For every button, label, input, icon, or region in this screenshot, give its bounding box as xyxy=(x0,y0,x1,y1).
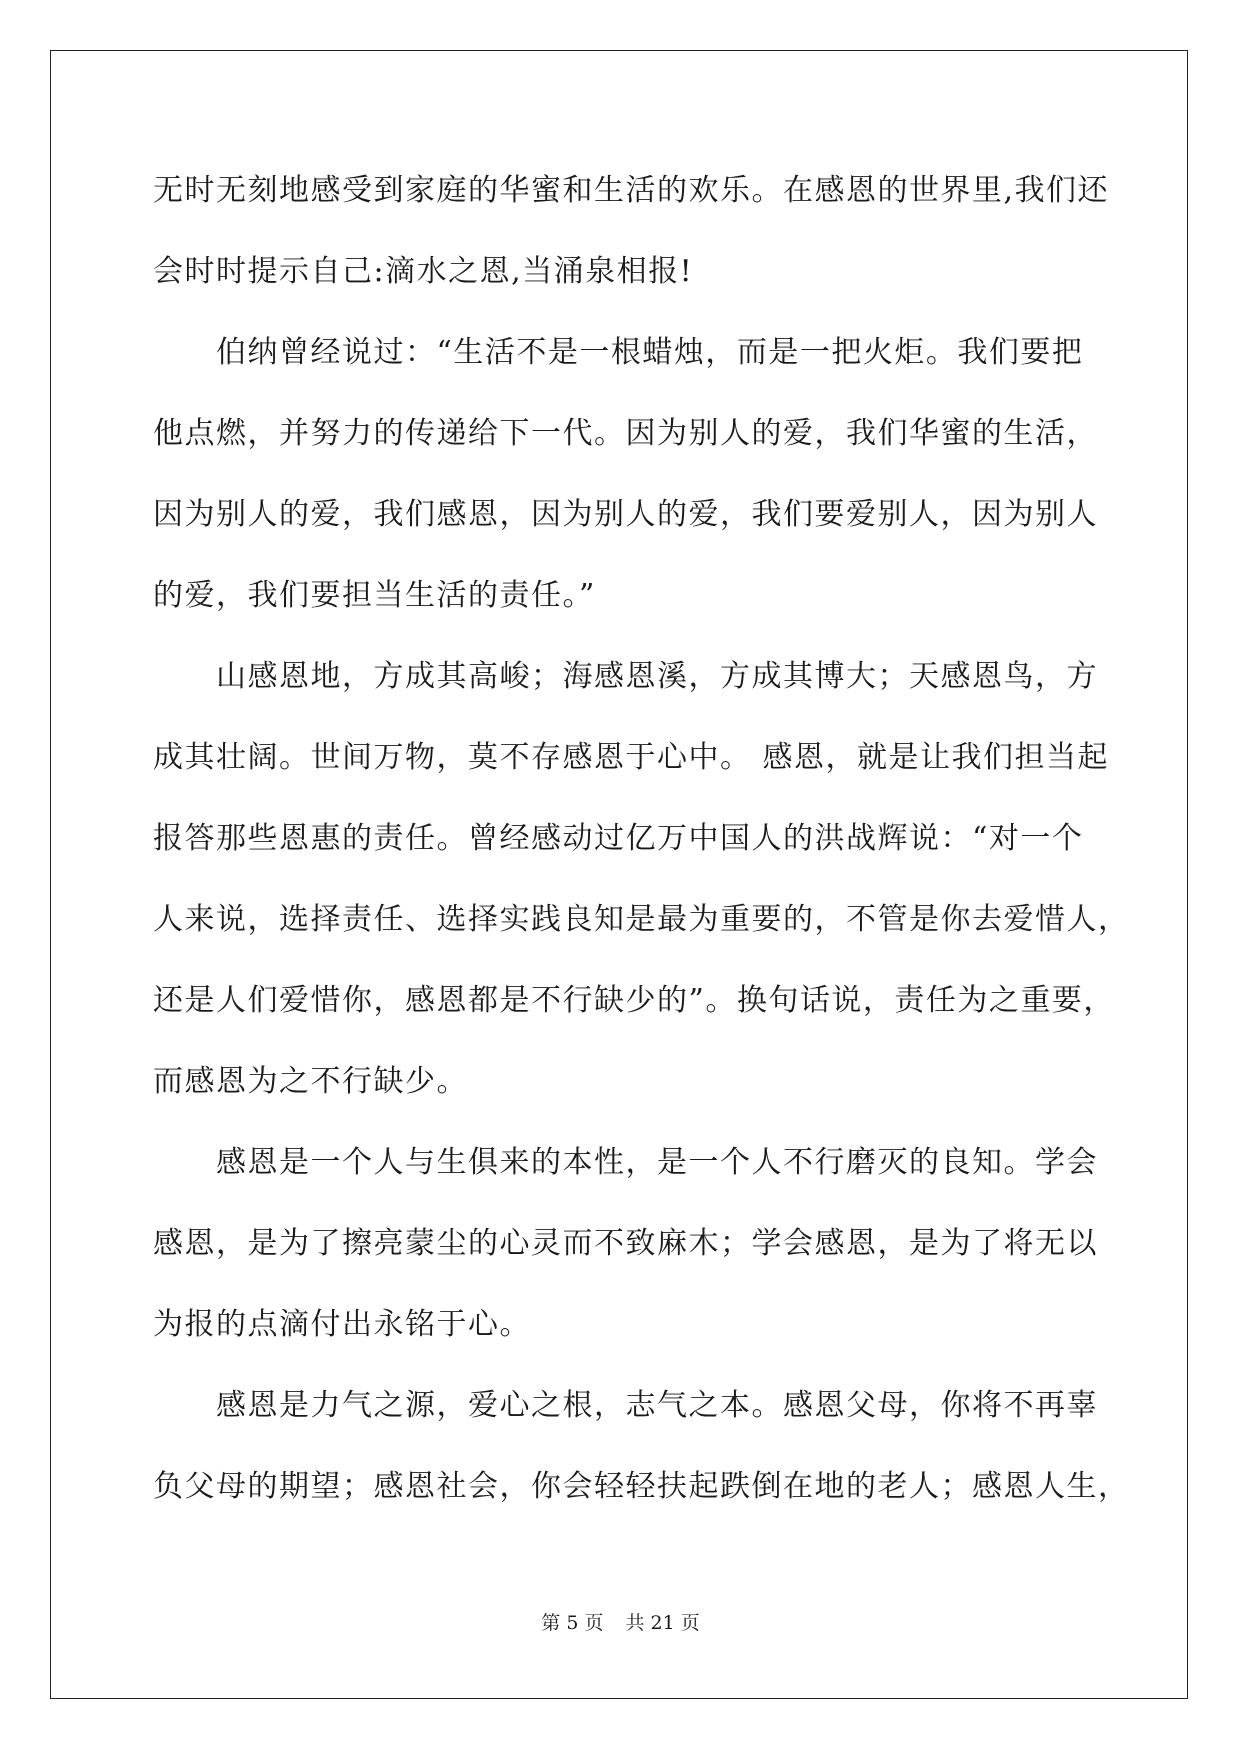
page-number: 第 5 页 xyxy=(541,1612,604,1634)
text-line-13: 感恩是一个人与生俱来的本性，是一个人不行磨灭的良知。学会 xyxy=(153,1145,1098,1180)
text-line-3: 伯纳曾经说过：“生活不是一根蜡烛，而是一把火炬。我们要把 xyxy=(153,335,1084,370)
page-footer xyxy=(0,1608,1241,1635)
text-line-7: 山感恩地，方成其高峻；海感恩溪，方成其博大；天感恩鸟，方 xyxy=(153,659,1098,694)
text-line-17: 负父母的期望；感恩社会，你会轻轻扶起跌倒在地的老人；感恩人生， xyxy=(153,1469,1130,1504)
text-line-14: 感恩，是为了擦亮蒙尘的心灵而不致麻木；学会感恩，是为了将无以 xyxy=(153,1226,1098,1261)
text-line-10: 人来说，选择责任、选择实践良知是最为重要的，不管是你去爱惜人， xyxy=(153,902,1130,937)
text-line-9: 报答那些恩惠的责任。曾经感动过亿万中国人的洪战辉说：“对一个 xyxy=(153,821,1084,856)
text-line-16: 感恩是力气之源，爱心之根，志气之本。感恩父母，你将不再辜 xyxy=(153,1388,1098,1423)
text-line-11: 还是人们爱惜你，感恩都是不行缺少的”。换句话说，责任为之重要， xyxy=(153,983,1115,1018)
text-line-1: 无时无刻地感受到家庭的华蜜和生活的欢乐。在感恩的世界里,我们还 xyxy=(153,173,1110,208)
text-line-4: 他点燃，并努力的传递给下一代。因为别人的爱，我们华蜜的生活， xyxy=(153,416,1098,451)
page-total: 共 21 页 xyxy=(625,1612,700,1634)
text-line-2: 会时时提示自己:滴水之恩,当涌泉相报! xyxy=(153,254,694,289)
text-line-8: 成其壮阔。世间万物，莫不存感恩于心中。 感恩，就是让我们担当起 xyxy=(153,740,1110,775)
document-body xyxy=(153,156,1130,1533)
text-line-12: 而感恩为之不行缺少。 xyxy=(153,1064,468,1099)
text-line-6: 的爱，我们要担当生活的责任。” xyxy=(153,578,596,613)
text-line-15: 为报的点滴付出永铭于心。 xyxy=(153,1307,531,1342)
text-line-5: 因为别人的爱，我们感恩，因为别人的爱，我们要爱别人，因为别人 xyxy=(153,497,1098,532)
